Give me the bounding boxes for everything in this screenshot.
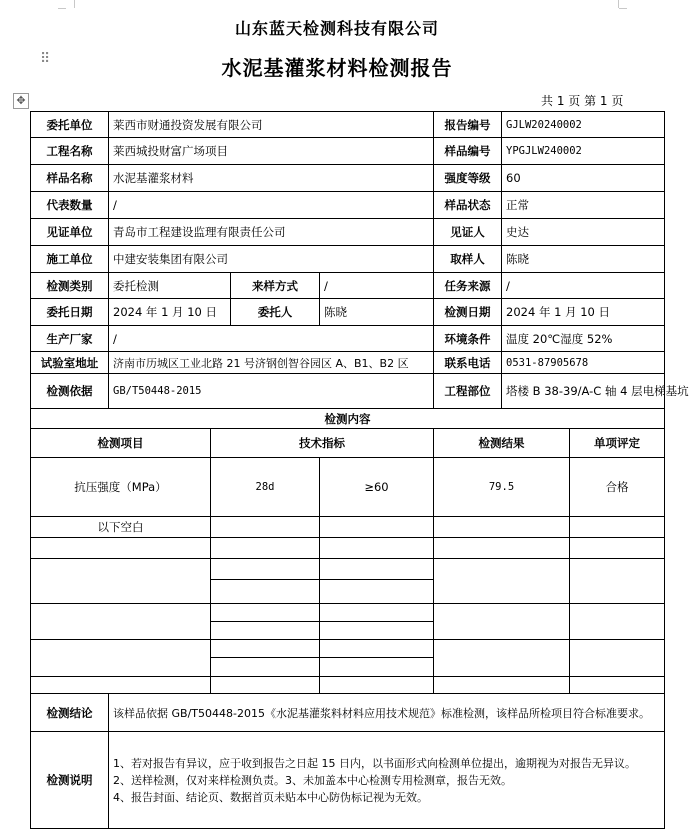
empty-cell[interactable]: [31, 538, 211, 559]
witness-unit-value[interactable]: 青岛市工程建设监理有限责任公司: [109, 219, 434, 246]
empty-cell[interactable]: [320, 517, 434, 538]
empty-cell[interactable]: [570, 604, 665, 640]
report-table: [30, 111, 689, 829]
client-label: 委托单位: [31, 112, 109, 138]
page-corner-mark: [618, 0, 627, 8]
empty-cell[interactable]: [434, 538, 570, 559]
grade-label: 强度等级: [434, 165, 502, 192]
notes-line: 1、若对报告有异议，应于收到报告之日起 15 日内，以书面形式向检测单位提出，逾期视为对报告无异议。: [113, 756, 636, 770]
col-spec-header: 技术指标: [211, 429, 434, 458]
basis-label: 检测依据: [31, 374, 109, 409]
phone-value[interactable]: 0531-87905678: [502, 352, 665, 374]
spec-value[interactable]: ≥60: [320, 458, 434, 517]
conclusion-label: 检测结论: [31, 694, 109, 732]
report-title: 水泥基灌浆材料检测报告: [221, 56, 453, 80]
empty-cell[interactable]: [320, 538, 434, 559]
project-label: 工程名称: [31, 138, 109, 165]
drag-handle-icon[interactable]: ⠿: [40, 51, 52, 67]
test-age-value[interactable]: 28d: [211, 458, 320, 517]
entrust-date-value[interactable]: 2024 年 1 月 10 日: [109, 299, 231, 326]
judge-value[interactable]: 合格: [570, 458, 665, 517]
empty-cell[interactable]: [211, 622, 320, 640]
empty-cell[interactable]: [320, 580, 434, 604]
empty-cell[interactable]: [211, 640, 320, 658]
empty-cell[interactable]: [31, 677, 211, 694]
empty-cell[interactable]: [434, 604, 570, 640]
test-type-label: 检测类别: [31, 273, 109, 299]
empty-cell[interactable]: [320, 559, 434, 580]
sample-no-value[interactable]: YPGJLW240002: [502, 138, 665, 165]
test-date-value[interactable]: 2024 年 1 月 10 日: [502, 299, 665, 326]
environment-label: 环境条件: [434, 326, 502, 352]
empty-cell[interactable]: [434, 517, 570, 538]
empty-cell[interactable]: [31, 640, 211, 677]
empty-cell[interactable]: [320, 677, 434, 694]
part-label: 工程部位: [434, 374, 502, 409]
empty-cell[interactable]: [320, 640, 434, 658]
empty-cell[interactable]: [570, 517, 665, 538]
task-source-label: 任务来源: [434, 273, 502, 299]
empty-cell[interactable]: [570, 559, 665, 604]
sample-name-label: 样品名称: [31, 165, 109, 192]
page-corner-mark: [66, 0, 75, 8]
notes-block[interactable]: [109, 732, 665, 829]
test-type-value[interactable]: 委托检测: [109, 273, 231, 299]
sample-no-label: 样品编号: [434, 138, 502, 165]
col-result-header: 检测结果: [434, 429, 570, 458]
notes-label: 检测说明: [31, 732, 109, 829]
quantity-value[interactable]: /: [109, 192, 434, 219]
entrustor-label: 委托人: [231, 299, 320, 326]
manufacturer-label: 生产厂家: [31, 326, 109, 352]
construction-unit-value[interactable]: 中建安装集团有限公司: [109, 246, 434, 273]
lab-address-label: 试验室地址: [31, 352, 109, 374]
empty-cell[interactable]: [570, 538, 665, 559]
project-value[interactable]: 莱西城投财富广场项目: [109, 138, 434, 165]
grade-value[interactable]: 60: [502, 165, 665, 192]
phone-label: 联系电话: [434, 352, 502, 374]
notes-line: 2、送样检测，仅对来样检测负责。3、未加盖本中心检测专用检测章，报告无效。: [113, 773, 512, 787]
manufacturer-value[interactable]: /: [109, 326, 434, 352]
client-value[interactable]: 莱西市财通投资发展有限公司: [109, 112, 434, 138]
sample-state-label: 样品状态: [434, 192, 502, 219]
sample-state-value[interactable]: 正常: [502, 192, 665, 219]
blank-note: 以下空白: [31, 517, 211, 538]
sampler-value[interactable]: 陈晓: [502, 246, 665, 273]
sample-method-label: 来样方式: [231, 273, 320, 299]
empty-cell[interactable]: [211, 677, 320, 694]
empty-cell[interactable]: [211, 559, 320, 580]
empty-cell[interactable]: [320, 622, 434, 640]
col-item-header: 检测项目: [31, 429, 211, 458]
empty-cell[interactable]: [570, 640, 665, 677]
report-no-value[interactable]: GJLW20240002: [502, 112, 665, 138]
entrust-date-label: 委托日期: [31, 299, 109, 326]
witness-value[interactable]: 史达: [502, 219, 665, 246]
empty-cell[interactable]: [31, 604, 211, 640]
company-name: 山东蓝天检测科技有限公司: [234, 19, 439, 38]
empty-cell[interactable]: [320, 658, 434, 677]
col-judge-header: 单项评定: [570, 429, 665, 458]
result-value[interactable]: 79.5: [434, 458, 570, 517]
table-move-handle-icon[interactable]: ✥: [13, 93, 29, 109]
part-value[interactable]: 塔楼 B 38-39/A-C 轴 4 层电梯基坑: [502, 374, 665, 409]
empty-cell[interactable]: [570, 677, 665, 694]
report-no-label: 报告编号: [434, 112, 502, 138]
lab-address-value[interactable]: 济南市历城区工业北路 21 号济钢创智谷园区 A、B1、B2 区: [109, 352, 434, 374]
sampler-label: 取样人: [434, 246, 502, 273]
test-date-label: 检测日期: [434, 299, 502, 326]
notes-line: 4、报告封面、结论页、数据首页未贴本中心防伪标记视为无效。: [113, 790, 428, 804]
environment-value[interactable]: 温度 20℃湿度 52%: [502, 326, 665, 352]
empty-cell[interactable]: [211, 517, 320, 538]
task-source-value[interactable]: /: [502, 273, 665, 299]
quantity-label: 代表数量: [31, 192, 109, 219]
empty-cell[interactable]: [434, 640, 570, 677]
entrustor-value[interactable]: 陈晓: [320, 299, 434, 326]
basis-value[interactable]: GB/T50448-2015: [109, 374, 434, 409]
page-corner-mark: [619, 8, 627, 9]
empty-cell[interactable]: [211, 658, 320, 677]
empty-cell[interactable]: [320, 604, 434, 622]
empty-cell[interactable]: [211, 580, 320, 604]
empty-cell[interactable]: [211, 538, 320, 559]
sample-method-value[interactable]: /: [320, 273, 434, 299]
witness-label: 见证人: [434, 219, 502, 246]
sample-name-value[interactable]: 水泥基灌浆材料: [109, 165, 434, 192]
empty-cell[interactable]: [434, 677, 570, 694]
conclusion-text[interactable]: 该样品依据 GB/T50448-2015《水泥基灌浆料材料应用技术规范》标准检测，该样品所检项目符合标准要求。: [109, 694, 665, 732]
construction-unit-label: 施工单位: [31, 246, 109, 273]
empty-cell[interactable]: [434, 559, 570, 604]
empty-cell[interactable]: [31, 559, 211, 604]
empty-cell[interactable]: [211, 604, 320, 622]
test-item-value[interactable]: 抗压强度（MPa）: [31, 458, 211, 517]
page-info: 共 1 页 第 1 页: [541, 94, 624, 108]
page-corner-mark: [58, 8, 66, 9]
section-title: 检测内容: [31, 409, 665, 429]
witness-unit-label: 见证单位: [31, 219, 109, 246]
